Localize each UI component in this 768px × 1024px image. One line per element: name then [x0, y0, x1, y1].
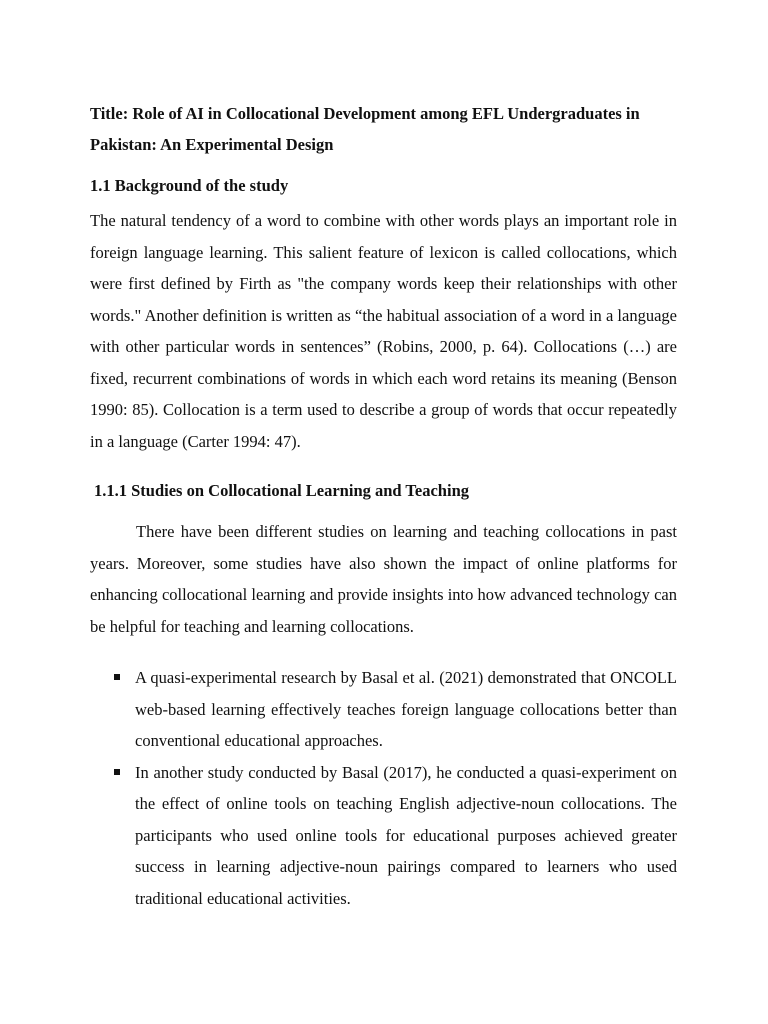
subsection-heading-studies: 1.1.1 Studies on Collocational Learning and Teaching: [94, 481, 469, 500]
background-paragraph: The natural tendency of a word to combine with other words plays an important role in foreign language learning. This salient feature of lexicon is called collocations, which were first defined by Firth as "the company words keep their relationships with other words." Another definition is written as “the habitual association of a word in a language with other particular words in sentences” (Robins, 2000, p. 64). Collocations (…) are fixed, recurrent combinations of words in which each word retains its meaning (Benson 1990: 85). Collocation is a term used to describe a group of words that occur repeatedly in a language (Carter 1994: 47).: [90, 211, 677, 451]
document-title: Title: Role of AI in Collocational Development among EFL Undergraduates in Pakistan: An Experimental Design: [90, 104, 640, 154]
section-heading-background: 1.1 Background of the study: [90, 176, 289, 195]
square-bullet-icon: [114, 674, 120, 680]
bullet-text: A quasi-experimental research by Basal et al. (2021) demonstrated that ONCOLL web-based learning effectively teaches foreign language collocations better than conventional educational approaches.: [135, 668, 677, 750]
bullet-item: [90, 662, 677, 757]
studies-bullet-list: [90, 662, 677, 914]
bullet-text: In another study conducted by Basal (2017), he conducted a quasi-experiment on the effect of online tools on teaching English adjective-noun collocations. The participants who used online tools for educational purposes achieved greater success in learning adjective-noun pairings compared to learners who used traditional educational activities.: [135, 762, 677, 908]
square-bullet-icon: [114, 769, 120, 775]
document-page: [90, 98, 677, 914]
studies-paragraph: There have been different studies on learning and teaching collocations in past years. Moreover, some studies have also shown the impact of online platforms for enhancing collocational learning and provide insights into how advanced technology can be helpful for teaching and learning collocations.: [90, 522, 677, 636]
bullet-item: [90, 757, 677, 915]
